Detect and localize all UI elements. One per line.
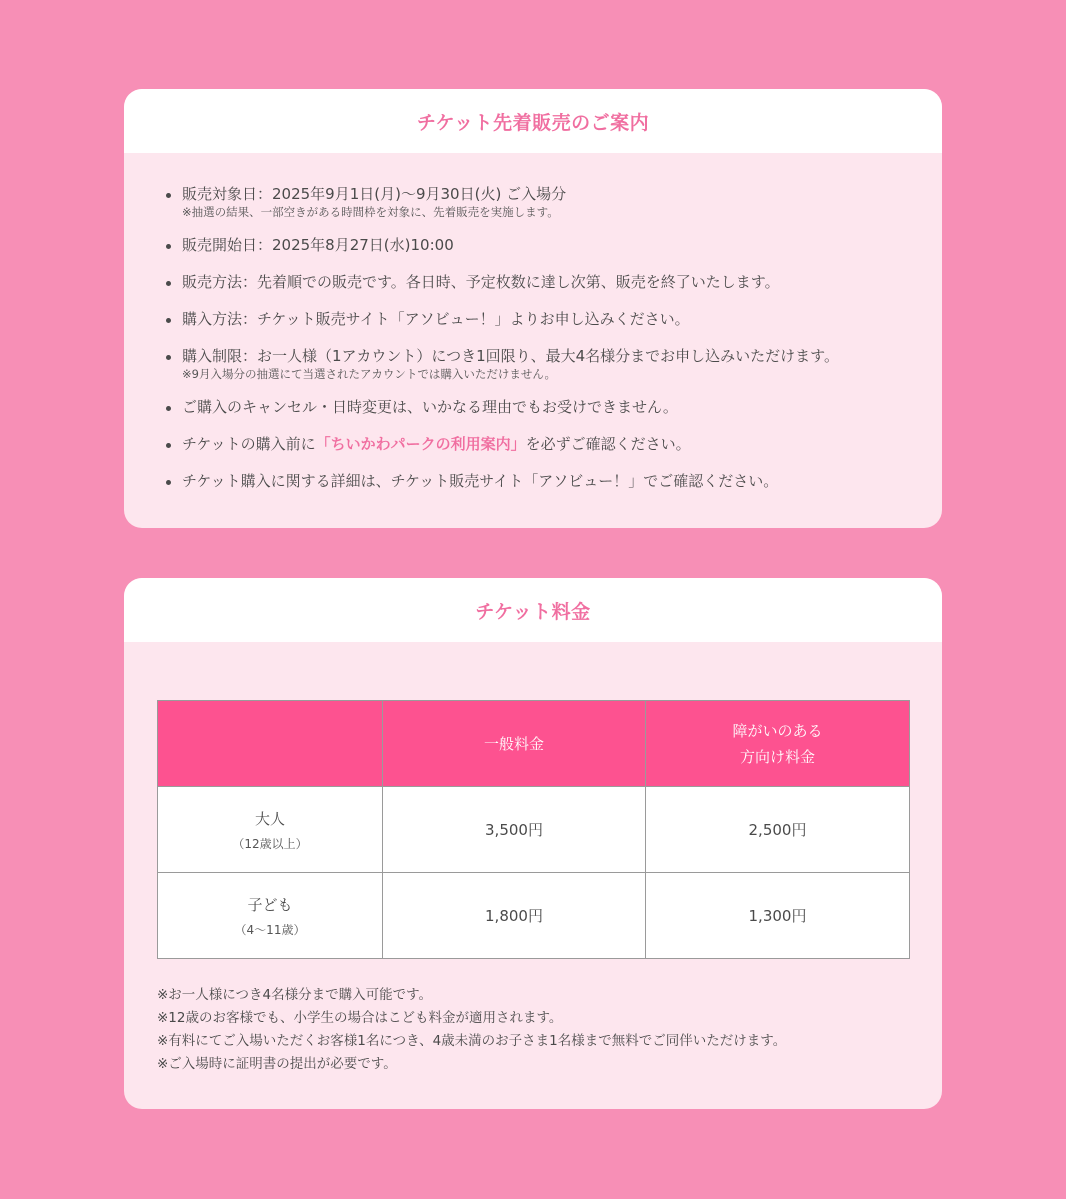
note-line: ※お一人様につき4名様分まで購入可能です。 [157, 987, 433, 1003]
list-item-text: チケット購入に関する詳細は、チケット販売サイト「アソビュー！」でご確認ください。 [182, 472, 779, 490]
early-sale-title: チケット先着販売のご案内 [124, 89, 942, 153]
list-item-text: 購入制限：お一人様（1アカウント）につき1回限り、最大4名様分までお申し込みいただけます。 [182, 347, 839, 365]
price-general: 3,500円 [383, 787, 646, 873]
table-row [158, 787, 910, 873]
list-item-text: 購入方法：チケット販売サイト「アソビュー！」よりお申し込みください。 [182, 310, 690, 328]
row-label: 子ども （4〜11歳） [158, 873, 383, 959]
price-table [157, 700, 910, 959]
list-item-text: ご購入のキャンセル・日時変更は、いかなる理由でもお受けできません。 [182, 398, 678, 416]
price-general: 1,800円 [383, 873, 646, 959]
list-item [166, 272, 902, 293]
usage-guide-link[interactable]: 「ちいかわパークの利用案内」 [315, 435, 526, 453]
list-item-text: 販売方法：先着順での販売です。各日時、予定枚数に達し次第、販売を終了いたします。 [182, 273, 780, 291]
early-sale-info-list [124, 153, 942, 492]
list-item [166, 397, 902, 418]
header-disability: 障がいのある 方向け料金 [646, 701, 910, 787]
list-item [166, 309, 902, 330]
list-item-note: ※9月入場分の抽選にて当選されたアカウントでは購入いただけません。 [182, 367, 557, 381]
list-item [166, 235, 902, 256]
list-item-text: 販売開始日：2025年8月27日(水)10:00 [182, 236, 454, 254]
price-disability: 1,300円 [646, 873, 910, 959]
note-line: ※12歳のお客様でも、小学生の場合はこども料金が適用されます。 [157, 1010, 563, 1026]
list-item-text: を必ずご確認ください。 [525, 435, 691, 453]
table-header-row [158, 701, 910, 787]
list-item-text: 販売対象日：2025年9月1日(月)〜9月30日(火) ご入場分 [182, 185, 567, 203]
note-line: ※ご入場時に証明書の提出が必要です。 [157, 1056, 397, 1072]
list-item [166, 184, 902, 219]
list-item [166, 471, 902, 492]
header-empty [158, 701, 383, 787]
row-label: 大人 （12歳以上） [158, 787, 383, 873]
early-sale-card [124, 89, 942, 528]
list-item [166, 346, 902, 381]
header-general: 一般料金 [383, 701, 646, 787]
price-disability: 2,500円 [646, 787, 910, 873]
price-notes [157, 984, 786, 1076]
ticket-price-title: チケット料金 [124, 578, 942, 642]
note-line: ※有料にてご入場いただくお客様1名につき、4歳未満のお子さま1名様まで無料でご同伴いただけます。 [157, 1033, 787, 1049]
list-item-text: チケットの購入前に [182, 435, 316, 453]
list-item [166, 434, 902, 455]
list-item-note: ※抽選の結果、一部空きがある時間枠を対象に、先着販売を実施します。 [182, 205, 559, 219]
ticket-price-card [124, 578, 942, 1109]
table-row [158, 873, 910, 959]
